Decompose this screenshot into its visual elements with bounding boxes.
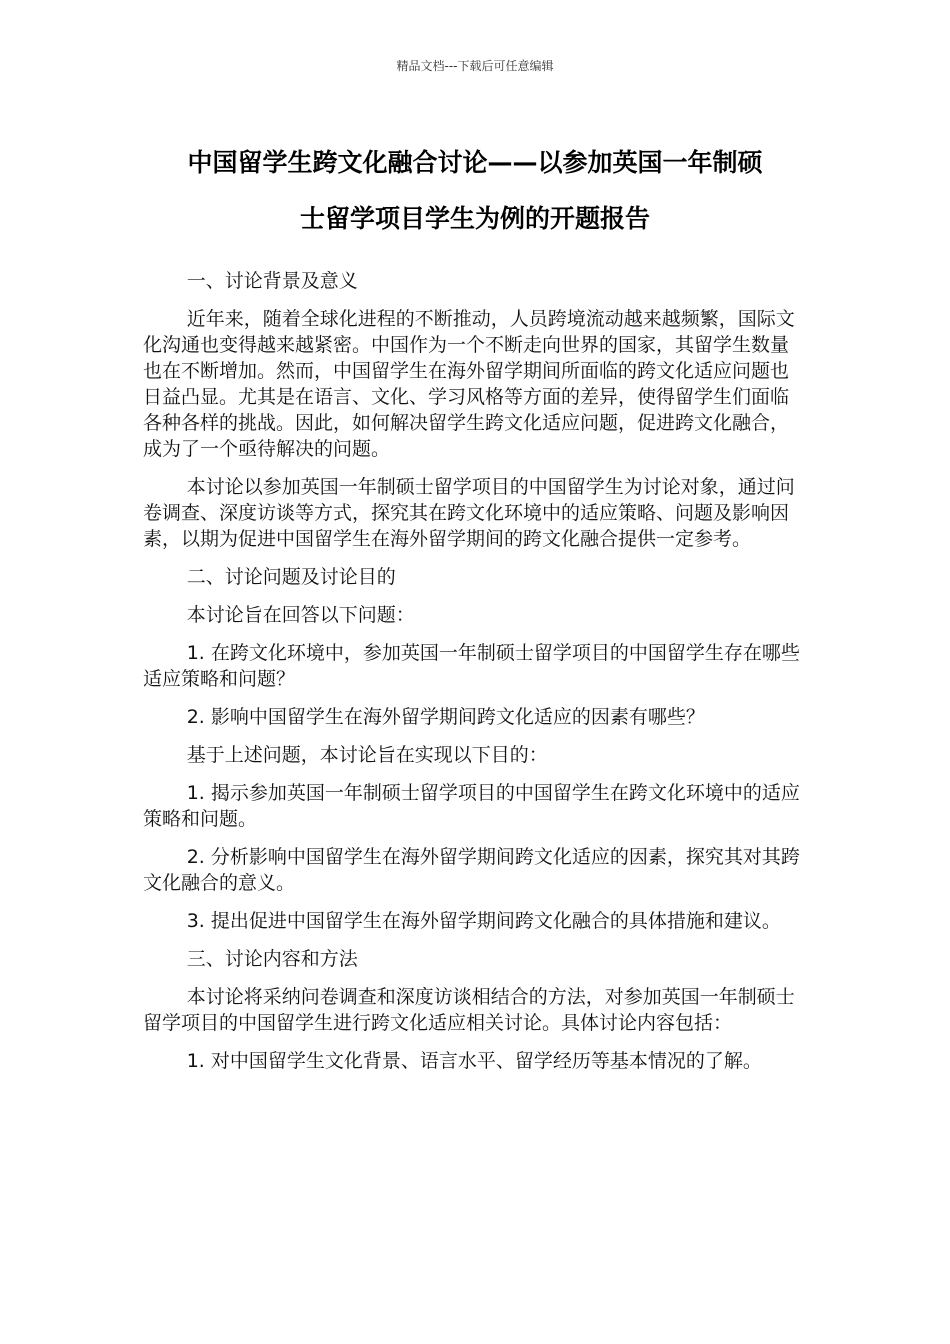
document-title xyxy=(130,135,820,247)
paragraph-questions-intro: 本讨论旨在回答以下问题： xyxy=(186,604,415,626)
paragraph-background: 近年来，随着全球化进程的不断推动，人员跨境流动越来越频繁，国际文化沟通也变得越来越紧密。中国作为一个不断走向世界的国家，其留学生数量也在不断增加。然而，中国留学生在海外留学期间所面临的跨文化适应问题也日益凸显。尤其是在语言、文化、学习风格等方面的差异，使得留学生们面临各种各样的挑战。因此，如何解决留学生跨文化适应问题，促进跨文化融合，成为了一个亟待解决的问题。 xyxy=(143,308,795,460)
document-body xyxy=(143,268,807,1086)
paragraph-research-object: 本讨论以参加英国一年制硕士留学项目的中国留学生为讨论对象，通过问卷调查、深度访谈等方式，探究其在跨文化环境中的适应策略、问题及影响因素，以期为促进中国留学生在海外留学期间的跨文化融合提供一定参考。 xyxy=(143,476,795,550)
section-heading-background: 一、讨论背景及意义 xyxy=(186,270,358,292)
goal-item-1: 1. 揭示参加英国一年制硕士留学项目的中国留学生在跨文化环境中的适应策略和问题。 xyxy=(143,782,800,830)
title-line-2: 士留学项目学生为例的开题报告 xyxy=(299,204,650,233)
section-heading-methods: 三、讨论内容和方法 xyxy=(186,948,358,970)
question-item-1: 1. 在跨文化环境中，参加英国一年制硕士留学项目的中国留学生存在哪些适应策略和问题？ xyxy=(143,642,800,690)
title-line-1: 中国留学生跨文化融合讨论——以参加英国一年制硕 xyxy=(187,148,763,177)
paragraph-methods: 本讨论将采纳问卷调查和深度访谈相结合的方法，对参加英国一年制硕士留学项目的中国留学生进行跨文化适应相关讨论。具体讨论内容包括： xyxy=(143,986,795,1034)
goal-item-3: 3. 提出促进中国留学生在海外留学期间跨文化融合的具体措施和建议。 xyxy=(186,910,781,932)
section-heading-questions: 二、讨论问题及讨论目的 xyxy=(186,566,396,588)
content-item-1: 1. 对中国留学生文化背景、语言水平、留学经历等基本情况的了解。 xyxy=(186,1050,762,1072)
goal-item-2: 2. 分析影响中国留学生在海外留学期间跨文化适应的因素，探究其对其跨文化融合的意义。 xyxy=(143,846,800,894)
question-item-2: 2. 影响中国留学生在海外留学期间跨文化适应的因素有哪些？ xyxy=(186,706,705,728)
header-note: 精品文档---下载后可任意编辑 xyxy=(396,59,554,73)
paragraph-goals-intro: 基于上述问题，本讨论旨在实现以下目的： xyxy=(186,744,548,766)
